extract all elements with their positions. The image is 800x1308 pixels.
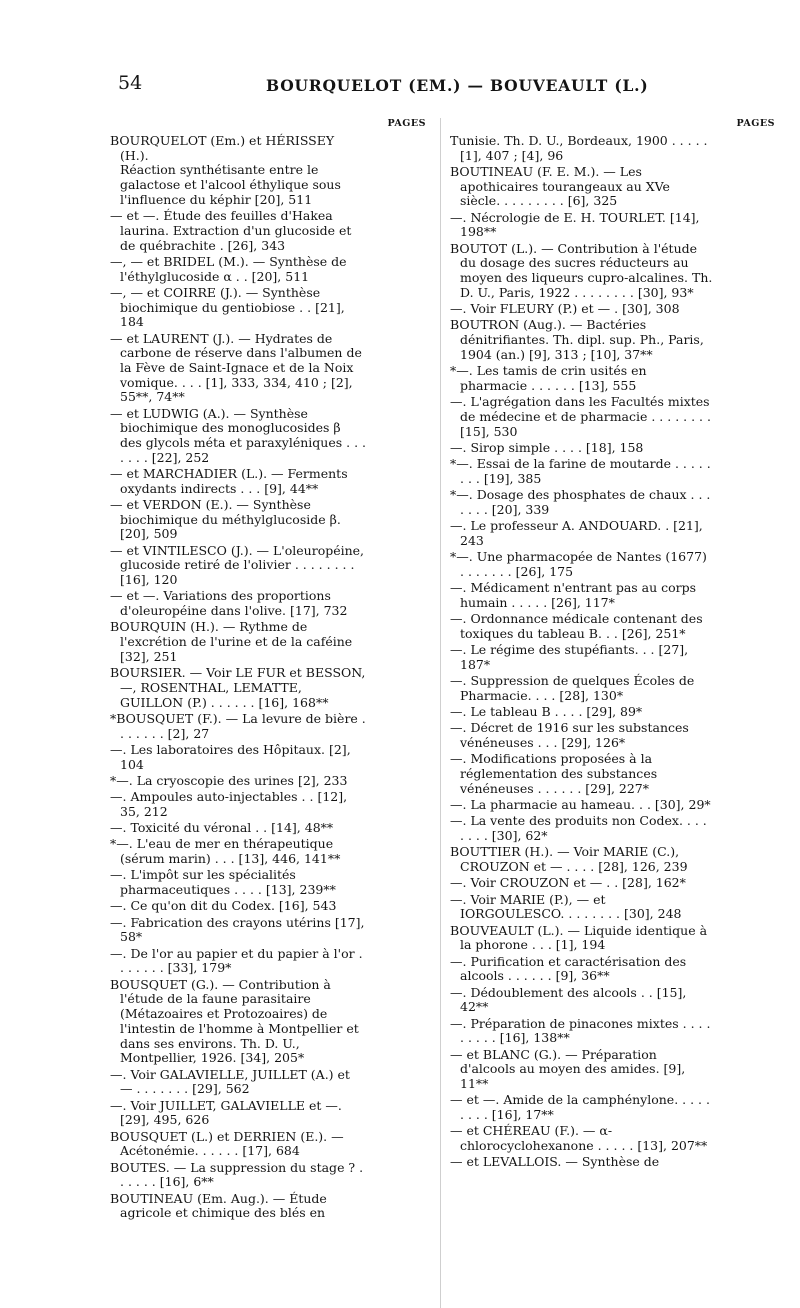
index-entry: —. Voir MARIE (P.), — et IORGOULESCO. . . . . . . . [30], 248 xyxy=(450,891,682,922)
index-entry: *—. L'eau de mer en thérapeutique (sérum marin) . . . [13], 446, 141** xyxy=(110,836,341,867)
index-entry: —, — et COIRRE (J.). — Synthèse biochimique du gentiobiose . . [21], 184 xyxy=(110,284,345,330)
index-entry: — et CHÉREAU (F.). — α-chlorocyclohexanone . . . . . [13], 207** xyxy=(450,1123,708,1154)
index-entry: BOURSIER. — Voir LE FUR et BESSON, —, ROSENTHAL, LEMATTE, GUILLON (P.) . . . . . . [16], 168** xyxy=(110,665,366,710)
index-entry: — et BLANC (G.). — Préparation d'alcools au moyen des amides. [9], 11** xyxy=(450,1046,686,1092)
index-entry: BOUTINEAU (Em. Aug.). — Étude agricole et chimique des blés en xyxy=(110,1190,327,1221)
index-entry: BOUSQUET (G.). — Contribution à l'étude de la faune parasitaire (Métazoaires et Protozoaires) de l'intestin de l'homme à Montpellier et dans ses environs. Th. D. U., Montpellier, 1926. [34], 205* xyxy=(110,976,359,1066)
index-entry: BOUSQUET (L.) et DERRIEN (E.). — Acétonémie. . . . . . [17], 684 xyxy=(110,1128,344,1159)
index-entry: BOUVEAULT (L.). — Liquide identique à la phorone . . . [1], 194 xyxy=(450,922,708,953)
index-entry: *—. La cryoscopie des urines [2], 233 xyxy=(110,772,348,788)
left-pages-label: PAGES xyxy=(387,118,426,129)
index-entry: —. Décret de 1916 sur les substances vénéneuses . . . [29], 126* xyxy=(450,720,689,751)
index-entry: —. L'agrégation dans les Facultés mixtes de médecine et de pharmacie . . . . . . . . [15], 530 xyxy=(450,394,711,439)
index-entry: —. L'impôt sur les spécialités pharmaceutiques . . . . [13], 239** xyxy=(110,867,336,898)
index-entry: —. Modifications proposées à la réglementation des substances vénéneuses . . . . . . [29], 227* xyxy=(450,751,658,796)
index-entry: —. Voir FLEURY (P.) et — . [30], 308 xyxy=(450,301,680,317)
index-entry: — et VERDON (E.). — Synthèse biochimique du méthylglucoside β. [20], 509 xyxy=(110,497,341,542)
column-divider xyxy=(440,118,441,1308)
index-entry: —. Purification et caractérisation des alcools . . . . . . [9], 36** xyxy=(450,953,687,984)
index-entry: — et LEVALLOIS. — Synthèse de xyxy=(450,1154,660,1170)
index-entry: — et LAURENT (J.). — Hydrates de carbone de réserve dans l'albumen de la Fève de Saint-Ignace et de la Noix vomique. . . . [1], 333, 334, 410 ; [2], 55**, 74** xyxy=(110,330,362,405)
index-entry: —. Préparation de pinacones mixtes . . . . . . . . . [16], 138** xyxy=(450,1015,711,1046)
index-entry: —. Ce qu'on dit du Codex. [16], 543 xyxy=(110,898,337,914)
right-pages-label: PAGES xyxy=(736,118,775,129)
index-entry: —. Suppression de quelques Écoles de Pharmacie. . . . [28], 130* xyxy=(450,673,695,703)
right-column-heading xyxy=(450,118,775,134)
index-entry: —. Voir GALAVIELLE, JUILLET (A.) et — . . . . . . . [29], 562 xyxy=(110,1066,350,1097)
index-entry: BOUTRON (Aug.). — Bactéries dénitrifiantes. Th. dipl. sup. Ph., Paris, 1904 (an.) [9], 313 ; [10], 37** xyxy=(450,317,704,362)
index-entry: *—. Les tamis de crin usités en pharmacie . . . . . . [13], 555 xyxy=(450,363,647,393)
index-entry: — et —. Étude des feuilles d'Hakea laurina. Extraction d'un glucoside et de québrachite . [26], 343 xyxy=(110,208,352,253)
index-entry: — et —. Variations des proportions d'oleuropéine dans l'olive. [17], 732 xyxy=(110,588,348,619)
index-entry: —. Sirop simple . . . . [18], 158 xyxy=(450,439,644,455)
index-entry: BOUTTIER (H.). — Voir MARIE (C.), CROUZON et — . . . . [28], 126, 239 xyxy=(450,844,688,875)
index-entry: *—. Dosage des phosphates de chaux . . . . . . . [20], 339 xyxy=(450,487,711,517)
index-entry: —. Fabrication des crayons utérins [17], 58* xyxy=(110,914,365,945)
index-entry: —. Le régime des stupéfiants. . . [27], 187* xyxy=(450,642,689,672)
page-header xyxy=(0,72,800,102)
index-entry: BOUTES. — La suppression du stage ? . . . . . . [16], 6** xyxy=(110,1159,364,1190)
index-entry: —. Le tableau B . . . . [29], 89* xyxy=(450,704,643,720)
index-entry: —, — et BRIDEL (M.). — Synthèse de l'éthylglucoside α . . [20], 511 xyxy=(110,253,347,284)
index-entry: —. Les laboratoires des Hôpitaux. [2], 104 xyxy=(110,741,351,772)
index-entry: BOUTINEAU (F. E. M.). — Les apothicaires tourangeaux au XVe siècle. . . . . . . . . [6], 325 xyxy=(450,164,670,209)
left-column xyxy=(110,118,426,1223)
index-entry: —. Ordonnance médicale contenant des toxiques du tableau B. . . [26], 251* xyxy=(450,611,703,641)
index-entry: —. Ampoules auto-injectables . . [12], 35, 212 xyxy=(110,789,348,819)
index-entry: —. Nécrologie de E. H. TOURLET. [14], 198** xyxy=(450,209,700,240)
index-entry: —. Voir CROUZON et — . . [28], 162* xyxy=(450,875,686,891)
index-entry: — et VINTILESCO (J.). — L'oleuropéine, glucoside retiré de l'olivier . . . . . . . . [16], 120 xyxy=(110,542,365,588)
index-entry: —. Médicament n'entrant pas au corps humain . . . . . [26], 117* xyxy=(450,580,697,610)
index-entry: —. De l'or au papier et du papier à l'or . . . . . . . [33], 179* xyxy=(110,945,363,976)
left-entry-list xyxy=(110,134,426,1221)
index-entry: — et LUDWIG (A.). — Synthèse biochimique des monoglucosides β des glycols méta et paraxyléniques . . . . . . . [22], 252 xyxy=(110,405,366,465)
index-entry: —. Toxicité du véronal . . [14], 48** xyxy=(110,820,334,836)
index-entry: — et —. Amide de la camphénylone. . . . . . . . . [16], 17** xyxy=(450,1092,710,1123)
right-column xyxy=(450,118,775,1172)
index-entry: BOURQUIN (H.). — Rythme de l'excrétion de l'urine et de la caféine [32], 251 xyxy=(110,619,353,664)
index-entry: Tunisie. Th. D. U., Bordeaux, 1900 . . . . . [1], 407 ; [4], 96 xyxy=(450,133,708,163)
index-entry: —. La vente des produits non Codex. . . . . . . . [30], 62* xyxy=(450,813,707,844)
index-entry: —. Dédoublement des alcools . . [15], 42** xyxy=(450,984,687,1015)
running-head: BOURQUELOT (EM.) — BOUVEAULT (L.) xyxy=(266,76,649,95)
index-entry: BOURQUELOT (Em.) et HÉRISSEY (H.). Réaction synthétisante entre le galactose et l'alcool éthylique sous l'influence du képhir [20], 511 xyxy=(110,133,341,207)
page-number: 54 xyxy=(118,72,143,94)
left-column-heading xyxy=(110,118,426,134)
index-entry: *BOUSQUET (F.). — La levure de bière . . . . . . . [2], 27 xyxy=(110,710,366,741)
index-entry: —. Le professeur A. ANDOUARD. . [21], 243 xyxy=(450,518,703,548)
index-entry: — et MARCHADIER (L.). — Ferments oxydants indirects . . . [9], 44** xyxy=(110,466,348,496)
index-entry: *—. Une pharmacopée de Nantes (1677) . . . . . . . [26], 175 xyxy=(450,549,707,579)
index-entry: —. La pharmacie au hameau. . . [30], 29* xyxy=(450,797,711,813)
index-entry: BOUTOT (L.). — Contribution à l'étude du dosage des sucres réducteurs au moyen des liqueurs cupro-alcalines. Th. D. U., Paris, 1922 . . . . . . . . [30], 93* xyxy=(450,240,713,300)
index-entry: *—. Essai de la farine de moutarde . . . . . . . . [19], 385 xyxy=(450,456,711,486)
index-entry: —. Voir JUILLET, GALAVIELLE et —. [29], 495, 626 xyxy=(110,1097,342,1128)
right-entry-list xyxy=(450,134,775,1170)
